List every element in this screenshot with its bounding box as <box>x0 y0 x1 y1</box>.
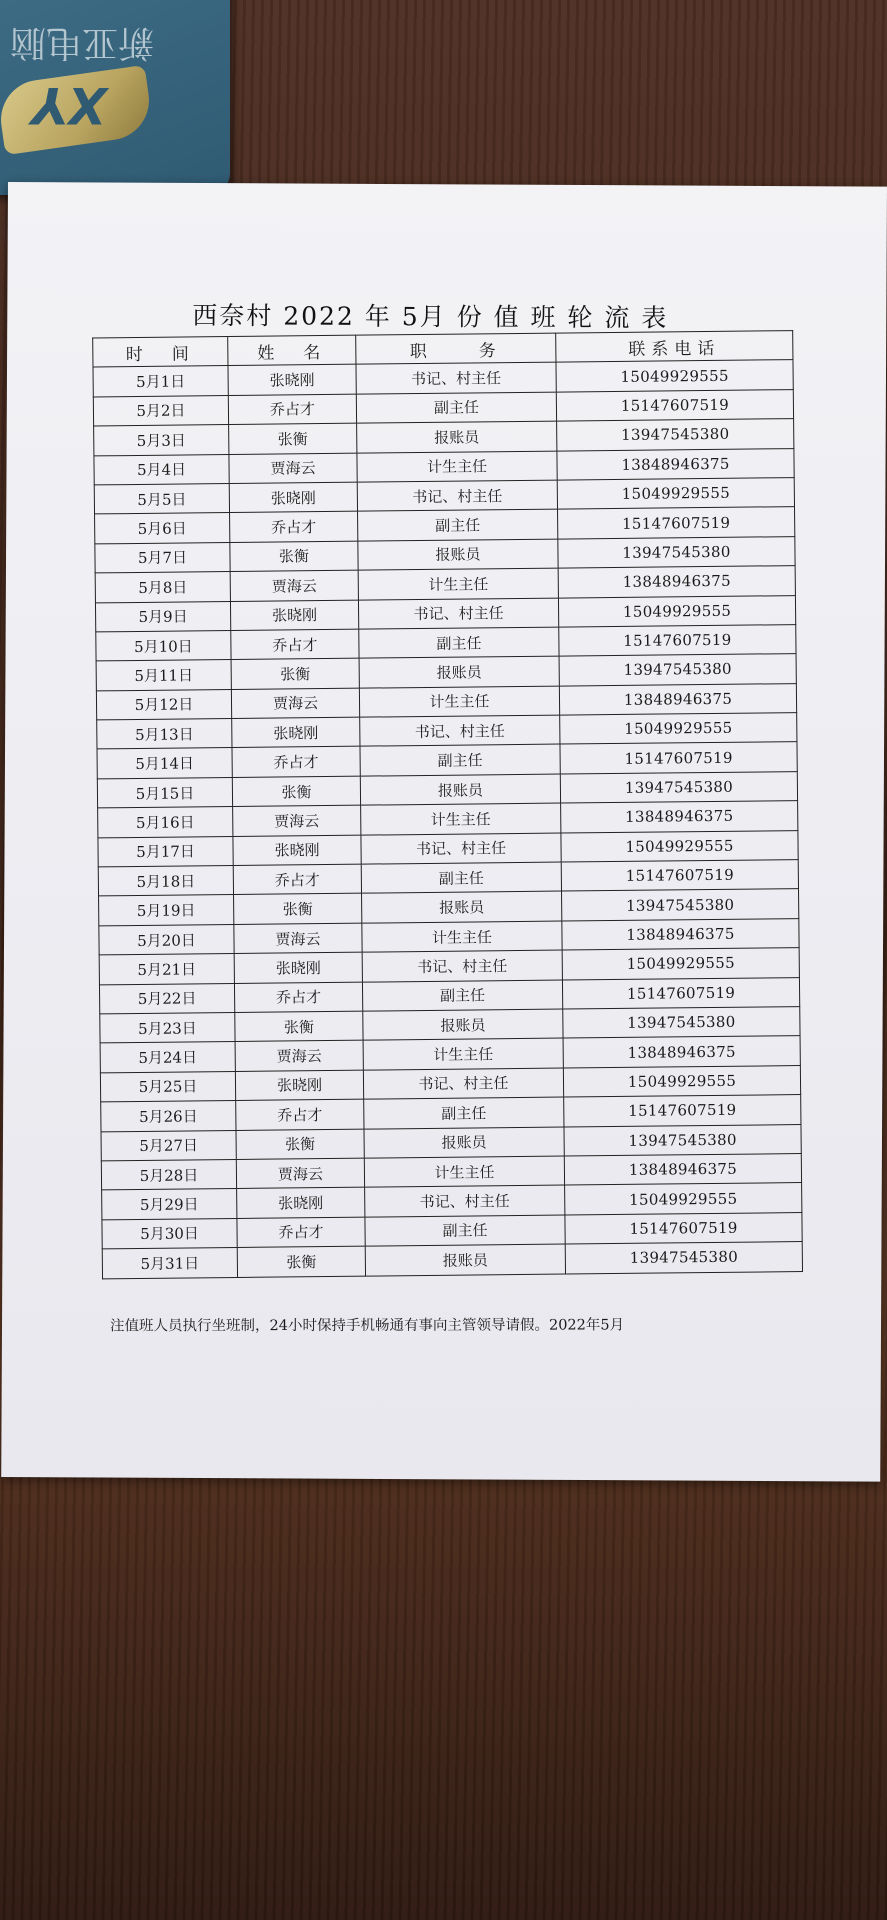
header-date: 时 间 <box>93 337 228 368</box>
phone-cell: 15049929555 <box>563 1065 800 1097</box>
date-cell: 5月23日 <box>100 1012 235 1043</box>
position-cell: 副主任 <box>358 509 558 540</box>
name-cell: 乔占才 <box>236 1099 364 1130</box>
position-cell: 书记、村主任 <box>360 715 560 746</box>
name-cell: 张晓刚 <box>234 952 362 983</box>
position-cell: 书记、村主任 <box>357 480 557 511</box>
date-cell: 5月25日 <box>100 1071 235 1102</box>
phone-cell: 15147607519 <box>564 1095 801 1127</box>
phone-cell: 15147607519 <box>560 742 797 774</box>
name-cell: 贾海云 <box>229 453 357 484</box>
name-cell: 乔占才 <box>237 1217 365 1248</box>
name-cell: 张晓刚 <box>237 1187 365 1218</box>
date-cell: 5月17日 <box>98 836 233 867</box>
roster-body <box>93 360 803 1278</box>
name-cell: 贾海云 <box>230 570 358 601</box>
name-cell: 张衡 <box>231 658 359 689</box>
position-cell: 报账员 <box>357 421 557 452</box>
position-cell: 副主任 <box>362 980 562 1011</box>
position-cell: 报账员 <box>358 539 558 570</box>
position-cell: 报账员 <box>359 656 559 687</box>
name-cell: 张晓刚 <box>228 365 356 396</box>
phone-cell: 13848946375 <box>557 448 794 480</box>
date-cell: 5月3日 <box>94 425 229 456</box>
date-cell: 5月8日 <box>95 572 230 603</box>
date-cell: 5月2日 <box>93 395 228 426</box>
name-cell: 张衡 <box>237 1246 365 1277</box>
table-row <box>102 1242 802 1279</box>
phone-cell: 15147607519 <box>565 1212 802 1244</box>
date-cell: 5月15日 <box>97 777 232 808</box>
date-cell: 5月26日 <box>101 1101 236 1132</box>
date-cell: 5月30日 <box>102 1218 237 1249</box>
date-cell: 5月18日 <box>98 866 233 897</box>
date-cell: 5月7日 <box>95 542 230 573</box>
date-cell: 5月20日 <box>99 924 234 955</box>
position-cell: 报账员 <box>364 1127 564 1158</box>
position-cell: 副主任 <box>356 392 556 423</box>
name-cell: 张衡 <box>230 541 358 572</box>
date-cell: 5月6日 <box>95 513 230 544</box>
header-phone: 联系电话 <box>556 331 793 363</box>
phone-cell: 15049929555 <box>562 948 799 980</box>
position-cell: 副主任 <box>365 1215 565 1246</box>
phone-cell: 13947545380 <box>562 889 799 921</box>
position-cell: 计生主任 <box>359 686 559 717</box>
phone-cell: 13848946375 <box>563 1036 800 1068</box>
name-cell: 乔占才 <box>230 512 358 543</box>
name-cell: 贾海云 <box>234 923 362 954</box>
name-cell: 张晓刚 <box>235 1070 363 1101</box>
position-cell: 计生主任 <box>364 1156 564 1187</box>
date-cell: 5月21日 <box>99 954 234 985</box>
name-cell: 贾海云 <box>233 805 361 836</box>
name-cell: 张衡 <box>234 894 362 925</box>
phone-cell: 13848946375 <box>558 566 795 598</box>
date-cell: 5月28日 <box>101 1159 236 1190</box>
phone-cell: 15147607519 <box>561 860 798 892</box>
phone-cell: 13848946375 <box>561 801 798 833</box>
name-cell: 张晓刚 <box>229 482 357 513</box>
position-cell: 副主任 <box>360 745 560 776</box>
card-shop-name: 新亚电脑 <box>10 22 155 63</box>
name-cell: 张衡 <box>235 1011 363 1042</box>
name-cell: 张衡 <box>232 776 360 807</box>
date-cell: 5月24日 <box>100 1042 235 1073</box>
name-cell: 乔占才 <box>231 629 359 660</box>
phone-cell: 15049929555 <box>557 478 794 510</box>
position-cell: 计生主任 <box>363 1038 563 1069</box>
position-cell: 书记、村主任 <box>358 598 558 629</box>
name-cell: 贾海云 <box>231 688 359 719</box>
name-cell: 张衡 <box>229 423 357 454</box>
name-cell: 张晓刚 <box>232 717 360 748</box>
date-cell: 5月19日 <box>99 895 234 926</box>
date-cell: 5月29日 <box>102 1189 237 1220</box>
date-cell: 5月13日 <box>97 719 232 750</box>
date-cell: 5月14日 <box>97 748 232 779</box>
phone-cell: 15147607519 <box>559 624 796 656</box>
date-cell: 5月4日 <box>94 454 229 485</box>
duty-roster-table <box>92 330 803 1279</box>
date-cell: 5月11日 <box>96 660 231 691</box>
phone-cell: 15049929555 <box>560 713 797 745</box>
date-cell: 5月27日 <box>101 1130 236 1161</box>
name-cell: 张衡 <box>236 1129 364 1160</box>
phone-cell: 13947545380 <box>558 536 795 568</box>
phone-cell: 15147607519 <box>558 507 795 539</box>
position-cell: 报账员 <box>363 1009 563 1040</box>
phone-cell: 13848946375 <box>564 1153 801 1185</box>
name-cell: 贾海云 <box>236 1158 364 1189</box>
phone-cell: 15049929555 <box>561 830 798 862</box>
phone-cell: 15049929555 <box>558 595 795 627</box>
name-cell: 乔占才 <box>232 747 360 778</box>
phone-cell: 13947545380 <box>563 1007 800 1039</box>
position-cell: 计生主任 <box>357 451 557 482</box>
phone-cell: 13947545380 <box>564 1124 801 1156</box>
card-logo-mark: XY <box>32 76 107 134</box>
name-cell: 乔占才 <box>234 982 362 1013</box>
date-cell: 5月16日 <box>98 807 233 838</box>
header-position: 职 务 <box>356 333 556 364</box>
duty-roster-sheet <box>1 182 887 1482</box>
date-cell: 5月31日 <box>102 1248 237 1279</box>
position-cell: 副主任 <box>361 862 561 893</box>
position-cell: 副主任 <box>359 627 559 658</box>
phone-cell: 15147607519 <box>562 977 799 1009</box>
name-cell: 张晓刚 <box>230 600 358 631</box>
name-cell: 乔占才 <box>233 864 361 895</box>
position-cell: 书记、村主任 <box>365 1185 565 1216</box>
phone-cell: 15049929555 <box>556 360 793 392</box>
date-cell: 5月12日 <box>96 689 231 720</box>
phone-cell: 13848946375 <box>562 918 799 950</box>
name-cell: 乔占才 <box>228 394 356 425</box>
position-cell: 副主任 <box>364 1097 564 1128</box>
position-cell: 计生主任 <box>361 803 561 834</box>
date-cell: 5月22日 <box>99 983 234 1014</box>
date-cell: 5月5日 <box>94 483 229 514</box>
phone-cell: 13947545380 <box>560 771 797 803</box>
position-cell: 书记、村主任 <box>356 362 556 393</box>
phone-cell: 13947545380 <box>565 1242 802 1274</box>
phone-cell: 13947545380 <box>557 419 794 451</box>
date-cell: 5月9日 <box>95 601 230 632</box>
position-cell: 报账员 <box>362 891 562 922</box>
phone-cell: 13848946375 <box>559 683 796 715</box>
roster-title: 西奈村 2022 年 5月 份 值 班 轮 流 表 <box>192 300 669 333</box>
name-cell: 张晓刚 <box>233 835 361 866</box>
position-cell: 报账员 <box>360 774 560 805</box>
business-card <box>0 0 230 195</box>
date-cell: 5月1日 <box>93 366 228 397</box>
position-cell: 书记、村主任 <box>362 950 562 981</box>
phone-cell: 13947545380 <box>559 654 796 686</box>
position-cell: 计生主任 <box>362 921 562 952</box>
name-cell: 贾海云 <box>235 1041 363 1072</box>
phone-cell: 15147607519 <box>556 389 793 421</box>
position-cell: 报账员 <box>365 1244 565 1275</box>
phone-cell: 15049929555 <box>565 1183 802 1215</box>
date-cell: 5月10日 <box>96 630 231 661</box>
roster-note: 注值班人员执行坐班制，24小时保持手机畅通有事向主管领导请假。2022年5月 <box>110 1317 625 1335</box>
position-cell: 书记、村主任 <box>363 1068 563 1099</box>
header-name: 姓 名 <box>228 335 356 366</box>
position-cell: 书记、村主任 <box>361 833 561 864</box>
position-cell: 计生主任 <box>358 568 558 599</box>
